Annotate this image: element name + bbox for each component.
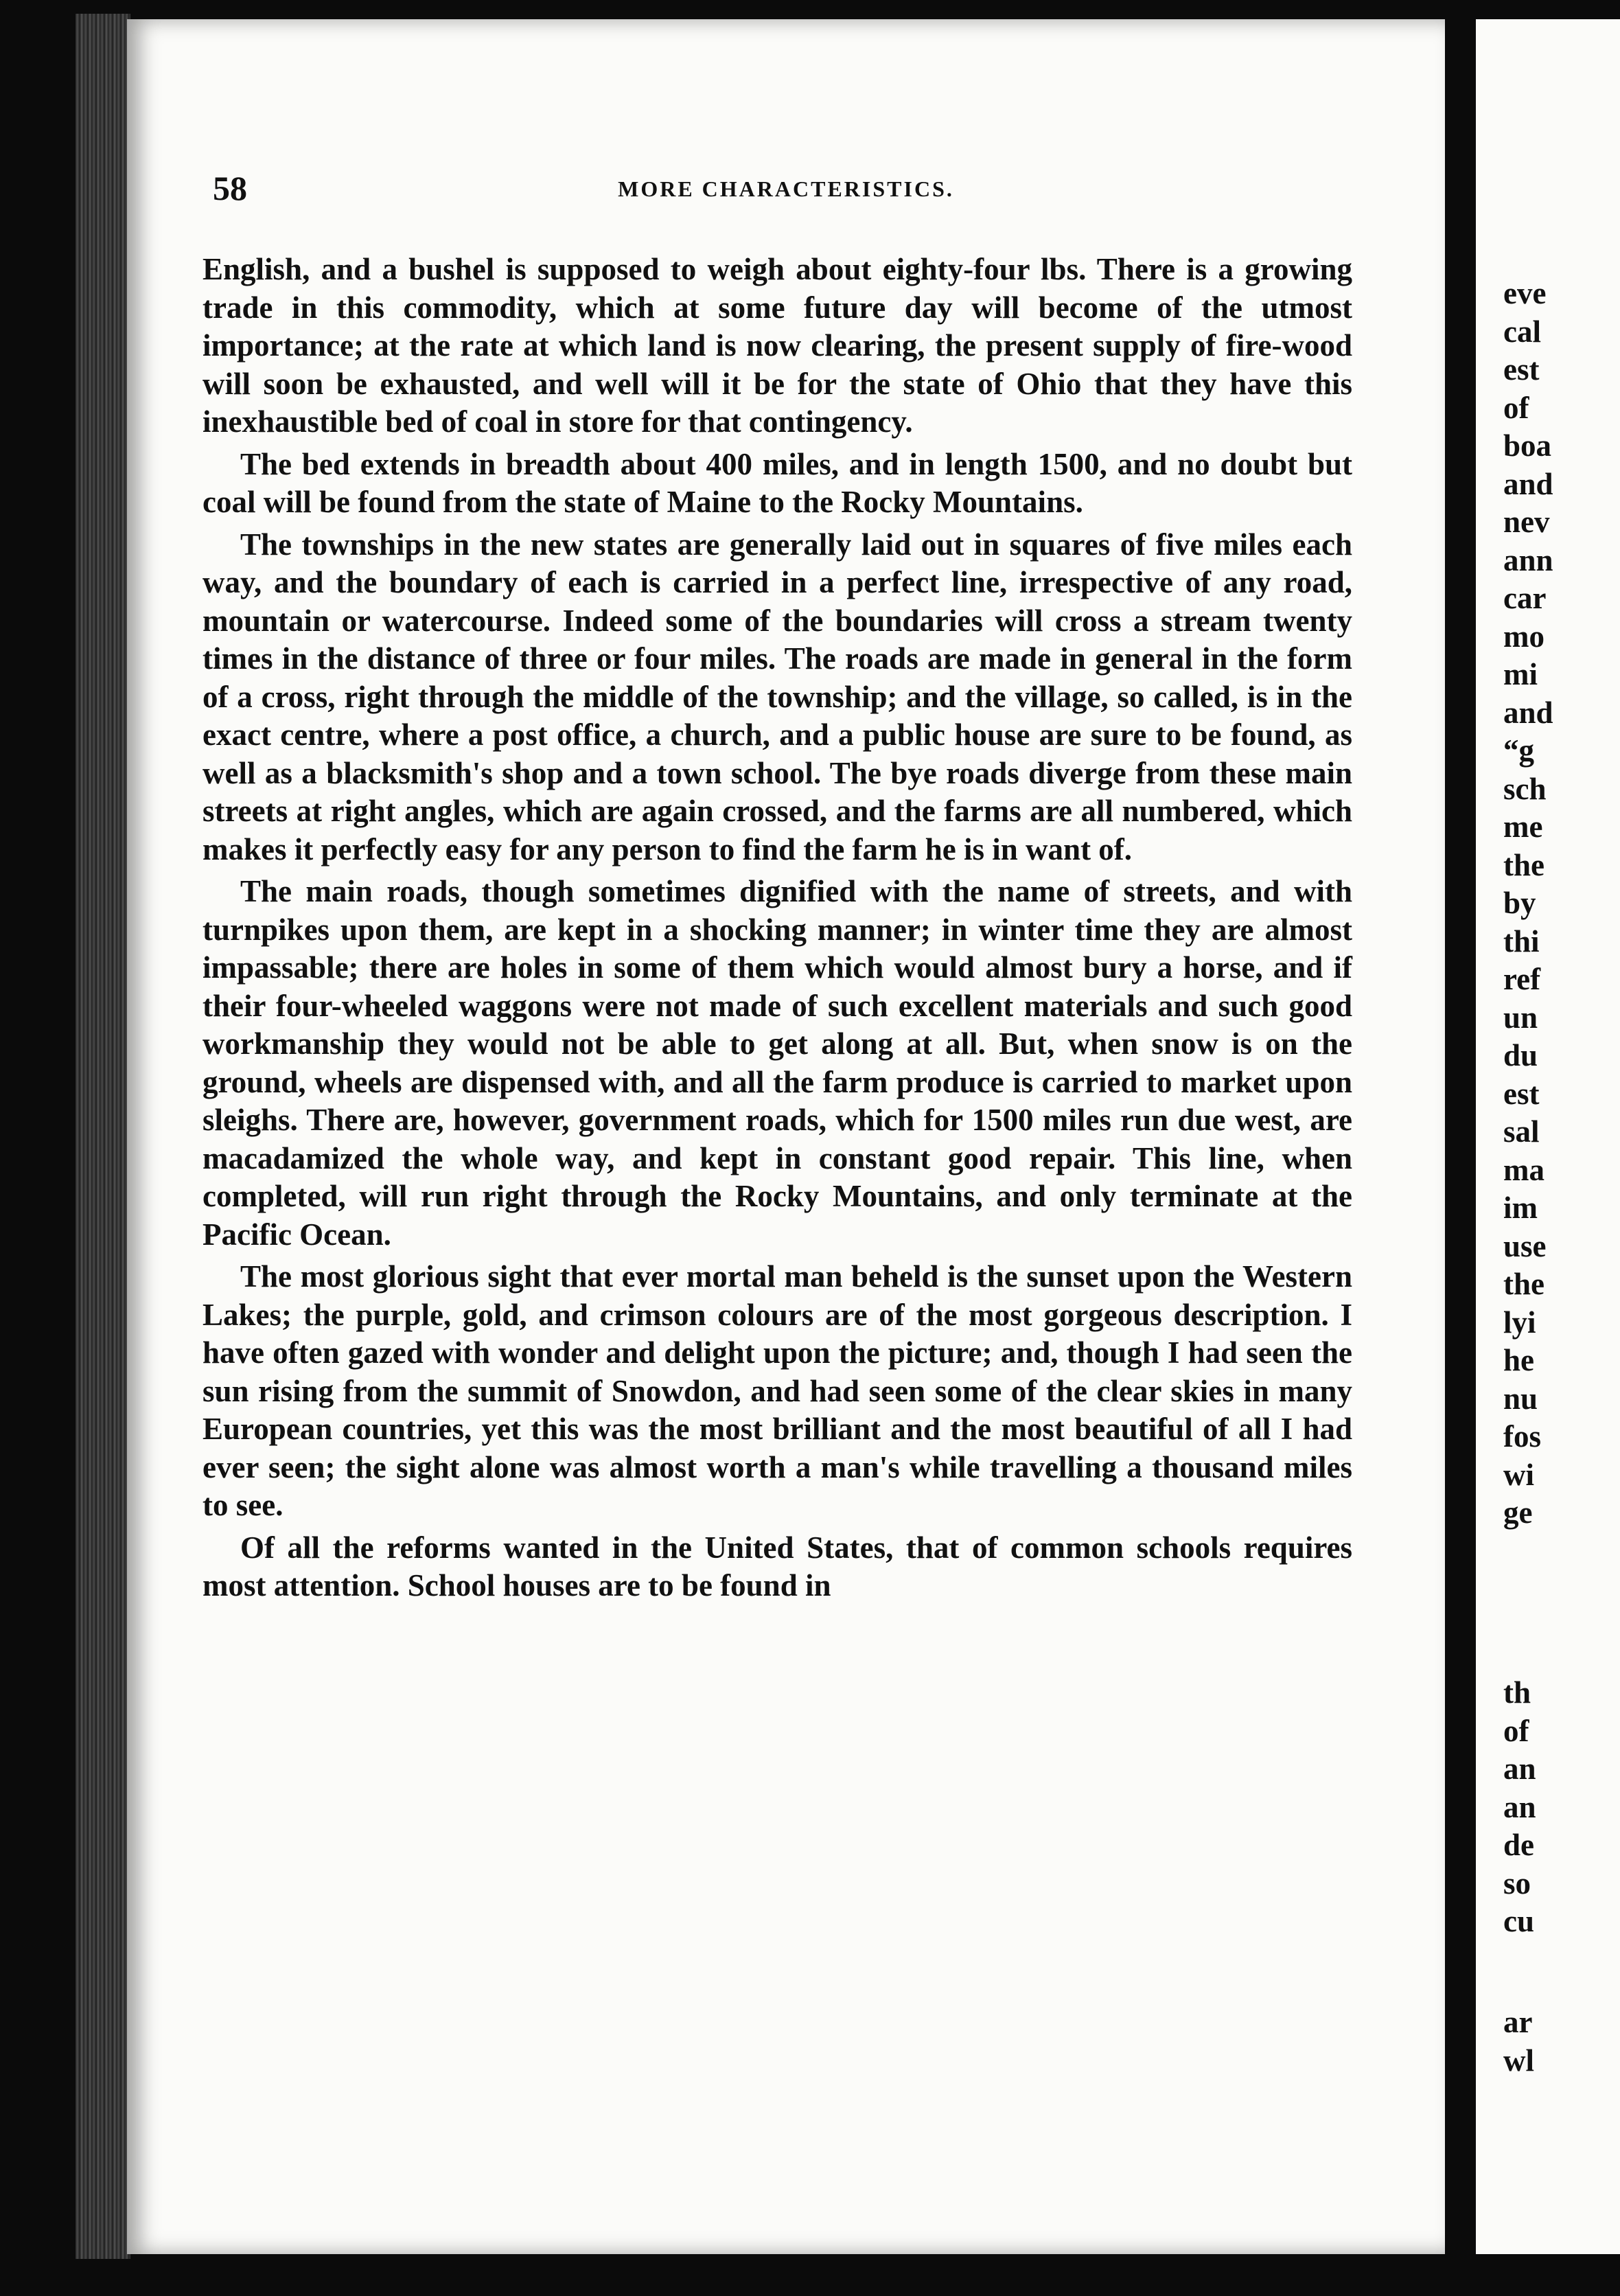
facing-page-line: un [1503, 1000, 1538, 1035]
book-binding [76, 14, 130, 2259]
facing-page-line: car [1503, 581, 1547, 615]
facing-page-line: of [1503, 390, 1529, 425]
facing-page-line: wi [1503, 1457, 1534, 1492]
facing-page-line: fos [1503, 1419, 1541, 1454]
facing-page-line: by [1503, 886, 1536, 920]
paragraph: Of all the reforms wanted in the United States, that of common schools requires most attention. School houses are to be found in [202, 1530, 1352, 1603]
facing-page-line: and [1503, 695, 1553, 730]
facing-page-line: and [1503, 466, 1553, 501]
facing-page-line: ar [1503, 2005, 1533, 2039]
page-number: 58 [213, 169, 247, 207]
facing-page-line: nev [1503, 505, 1550, 539]
facing-page-line: mo [1503, 619, 1544, 654]
paragraph: The bed extends in breadth about 400 miles, and in length 1500, and no doubt but coal will be found from the state of Maine to the Rocky Mountains. [202, 446, 1352, 519]
page-gutter [1445, 14, 1472, 2259]
facing-page-line: ma [1503, 1152, 1544, 1187]
paragraph: The most glorious sight that ever mortal man beheld is the sunset upon the Western Lakes; the purple, gold, and crimson colours are of the most gorgeous description. I have often gazed with wonder and delight upon the picture; and, though I had seen the sun rising from the summit of Snowdon, and had seen some of the clear skies in many European countries, yet this was the most brilliant and the most beautiful of all I had ever seen; the sight alone was almost worth a man's while travelling a thousand miles to see. [202, 1259, 1352, 1522]
facing-page-line: he [1503, 1343, 1534, 1377]
facing-page-line: the [1503, 1267, 1544, 1301]
page-header [213, 168, 1359, 216]
facing-page-line: nu [1503, 1381, 1538, 1416]
facing-page-line: lyi [1503, 1305, 1536, 1340]
facing-page-line: ann [1503, 542, 1553, 577]
facing-page-line: th [1503, 1675, 1531, 1710]
body-text [202, 251, 1352, 1605]
facing-page-line: me [1503, 810, 1543, 844]
facing-page-line: ref [1503, 962, 1541, 996]
facing-page-line: use [1503, 1228, 1547, 1263]
facing-page-line: du [1503, 1038, 1538, 1072]
paragraph: The townships in the new states are generally laid out in squares of five miles each way, and the boundary of each is carried in a perfect line, irrespective of any road, mountain or watercourse. Indeed some of the boundaries will cross a stream twenty times in the distance of three or four miles. The roads are made in general in the form of a cross, right through the middle of the township; and the village, so called, is in the exact centre, where a post office, a church, and a public house are sure to be found, as well as a blacksmith's shop and a town school. The bye roads diverge from these main streets at right angles, which are again crossed, and the farms are all numbered, which makes it perfectly easy for any person to find the farm he is in want of. [202, 527, 1352, 866]
facing-page-line: boa [1503, 428, 1552, 463]
facing-page-line: thi [1503, 923, 1540, 958]
facing-page-line: wl [1503, 2043, 1534, 2078]
facing-page-line: an [1503, 1789, 1536, 1824]
facing-page-line: “g [1503, 733, 1534, 768]
facing-page-line: eve [1503, 276, 1547, 310]
facing-page-line: est [1503, 1076, 1540, 1111]
paragraph: The main roads, though sometimes dignified with the name of streets, and with turnpikes upon them, are kept in a shocking manner; in winter time they are almost impassable; there are holes in some of them which would almost bury a horse, and if their four-wheeled waggons were not made of such excellent materials and such good workmanship they would not be able to get along at all. But, when snow is on the ground, wheels are dispensed with, and all the farm produce is carried to market upon sleighs. There are, however, government roads, which for 1500 miles run due west, are macadamized the whole way, and kept in constant good repair. This line, when completed, will run right through the Rocky Mountains, and only terminate at the Pacific Ocean. [202, 874, 1352, 1252]
facing-page-line: cal [1503, 314, 1541, 349]
facing-page-line: an [1503, 1752, 1536, 1786]
paragraph: English, and a bushel is supposed to weigh about eighty-four lbs. There is a growing trade in this commodity, which at some future day will become of the utmost importance; at the rate at which land is now clearing, the present supply of fire-wood will soon be exhausted, and well will it be for the state of Ohio that they have this inexhaustible bed of coal in store for that contingency. [202, 252, 1352, 439]
facing-page-line: sal [1503, 1114, 1540, 1149]
facing-page-line: est [1503, 352, 1540, 387]
facing-page-line: so [1503, 1866, 1531, 1901]
facing-page-line: the [1503, 847, 1544, 882]
facing-page-line: mi [1503, 657, 1538, 691]
facing-page-line: of [1503, 1713, 1529, 1748]
facing-page-line: de [1503, 1828, 1534, 1862]
running-head: MORE CHARACTERISTICS. [618, 176, 954, 201]
facing-page-line: cu [1503, 1904, 1534, 1938]
facing-page-line: im [1503, 1191, 1538, 1225]
facing-page-line: sch [1503, 771, 1547, 806]
right-page [1476, 19, 1620, 2254]
facing-page-line: ge [1503, 1495, 1533, 1530]
